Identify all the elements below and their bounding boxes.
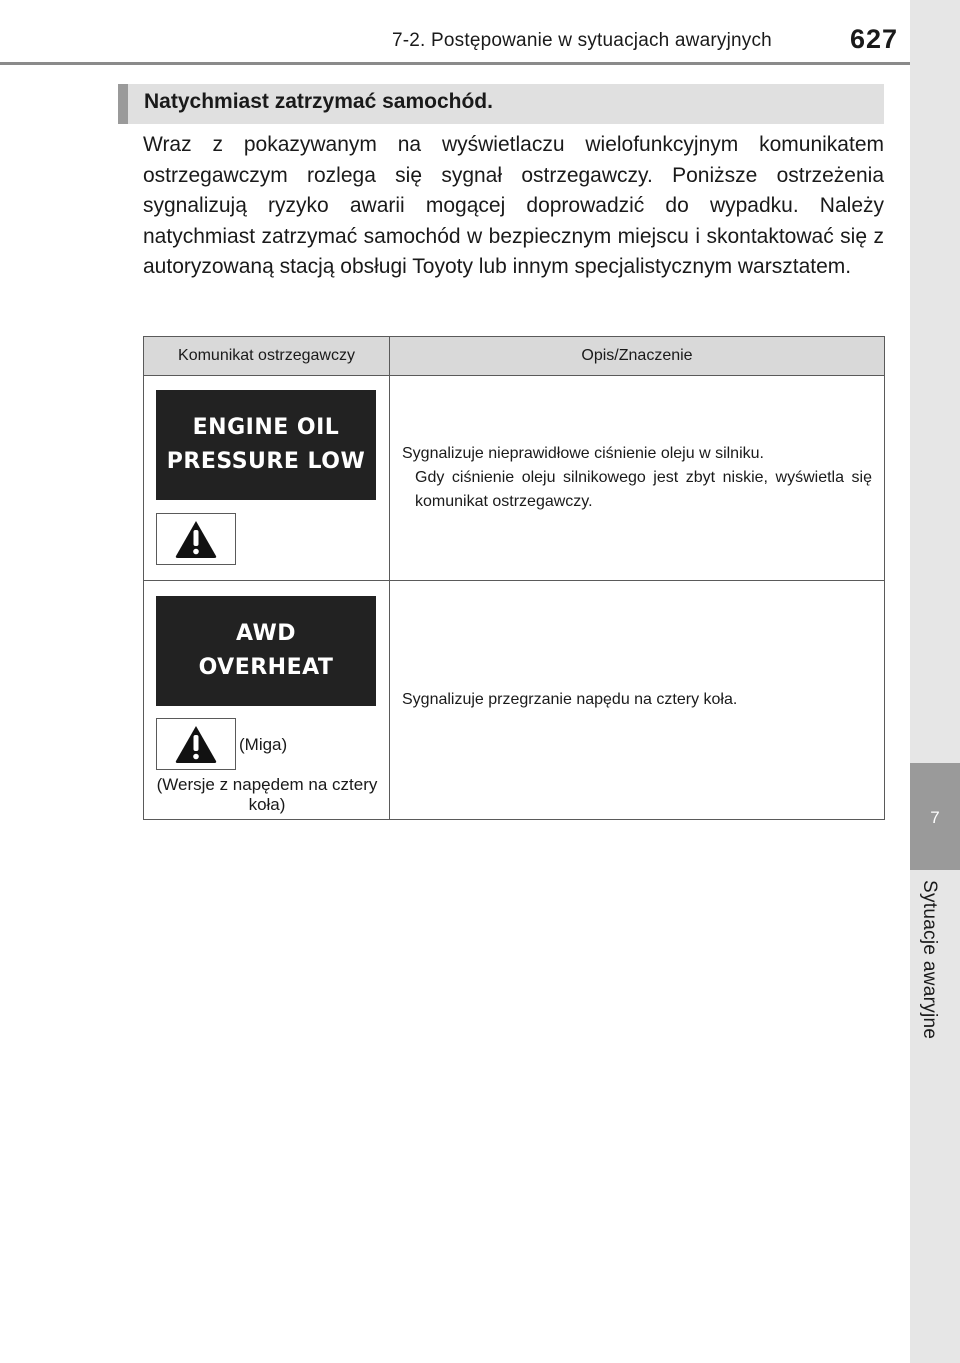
description-cell (390, 376, 885, 581)
warning-icon-box (156, 718, 236, 770)
section-title: Natychmiast zatrzymać samochód. (144, 90, 493, 113)
header-divider (0, 62, 910, 65)
table-header-row (144, 337, 885, 376)
display-line: AWD (235, 621, 297, 646)
chapter-title: Sytuacje awaryjne (919, 880, 940, 1040)
column-header-description: Opis/Znaczenie (390, 337, 885, 376)
description-detail: Gdy ciśnienie oleju silnikowego jest zbyt niskie, wyświetla się komunikat ostrzegawczy. (415, 469, 872, 510)
page-number: 627 (850, 24, 899, 54)
table-row (144, 376, 885, 581)
side-tab (910, 0, 960, 1363)
message-cell (144, 376, 390, 581)
warning-triangle-icon (174, 724, 218, 764)
section-heading-bar (118, 84, 884, 124)
table-row (144, 581, 885, 820)
warning-triangle-icon (174, 519, 218, 559)
display-line: OVERHEAT (198, 655, 334, 680)
flashing-note: (Miga) (239, 735, 288, 754)
column-header-message: Komunikat ostrzegawczy (144, 337, 390, 376)
warning-icon-box (156, 513, 236, 565)
description-main: Sygnalizuje przegrzanie napędu na cztery koła. (402, 691, 738, 708)
version-note: (Wersje z napędem na cztery koła) (156, 775, 378, 814)
description-main: Sygnalizuje nieprawidłowe ciśnienie oleju w silniku. (402, 445, 764, 462)
awd-overheat-display (156, 596, 376, 706)
intro-paragraph: Wraz z pokazywanym na wyświetlaczu wielofunkcyjnym komunikatem ostrzegawczym rozlega się sygnał ostrzegawczy. Poniższe ostrzeżenia sygnalizują ryzyko awarii mogącej doprowadzić do wypadku. Należy natychmiast zatrzymać samochód w bezpiecznym miejscu i skontaktować się z autoryzowaną stacją obsługi Toyoty lub innym specjalistycznym warsztatem. (143, 133, 884, 278)
warning-message-table (143, 336, 885, 820)
chapter-number: 7 (930, 808, 940, 827)
running-header: 7-2. Postępowanie w sytuacjach awaryjnych (392, 30, 772, 51)
message-cell (144, 581, 390, 820)
display-line: ENGINE OIL (192, 415, 340, 440)
display-line: PRESSURE LOW (166, 449, 366, 474)
section-heading-accent (118, 84, 128, 124)
engine-oil-display (156, 390, 376, 500)
description-cell (390, 581, 885, 820)
